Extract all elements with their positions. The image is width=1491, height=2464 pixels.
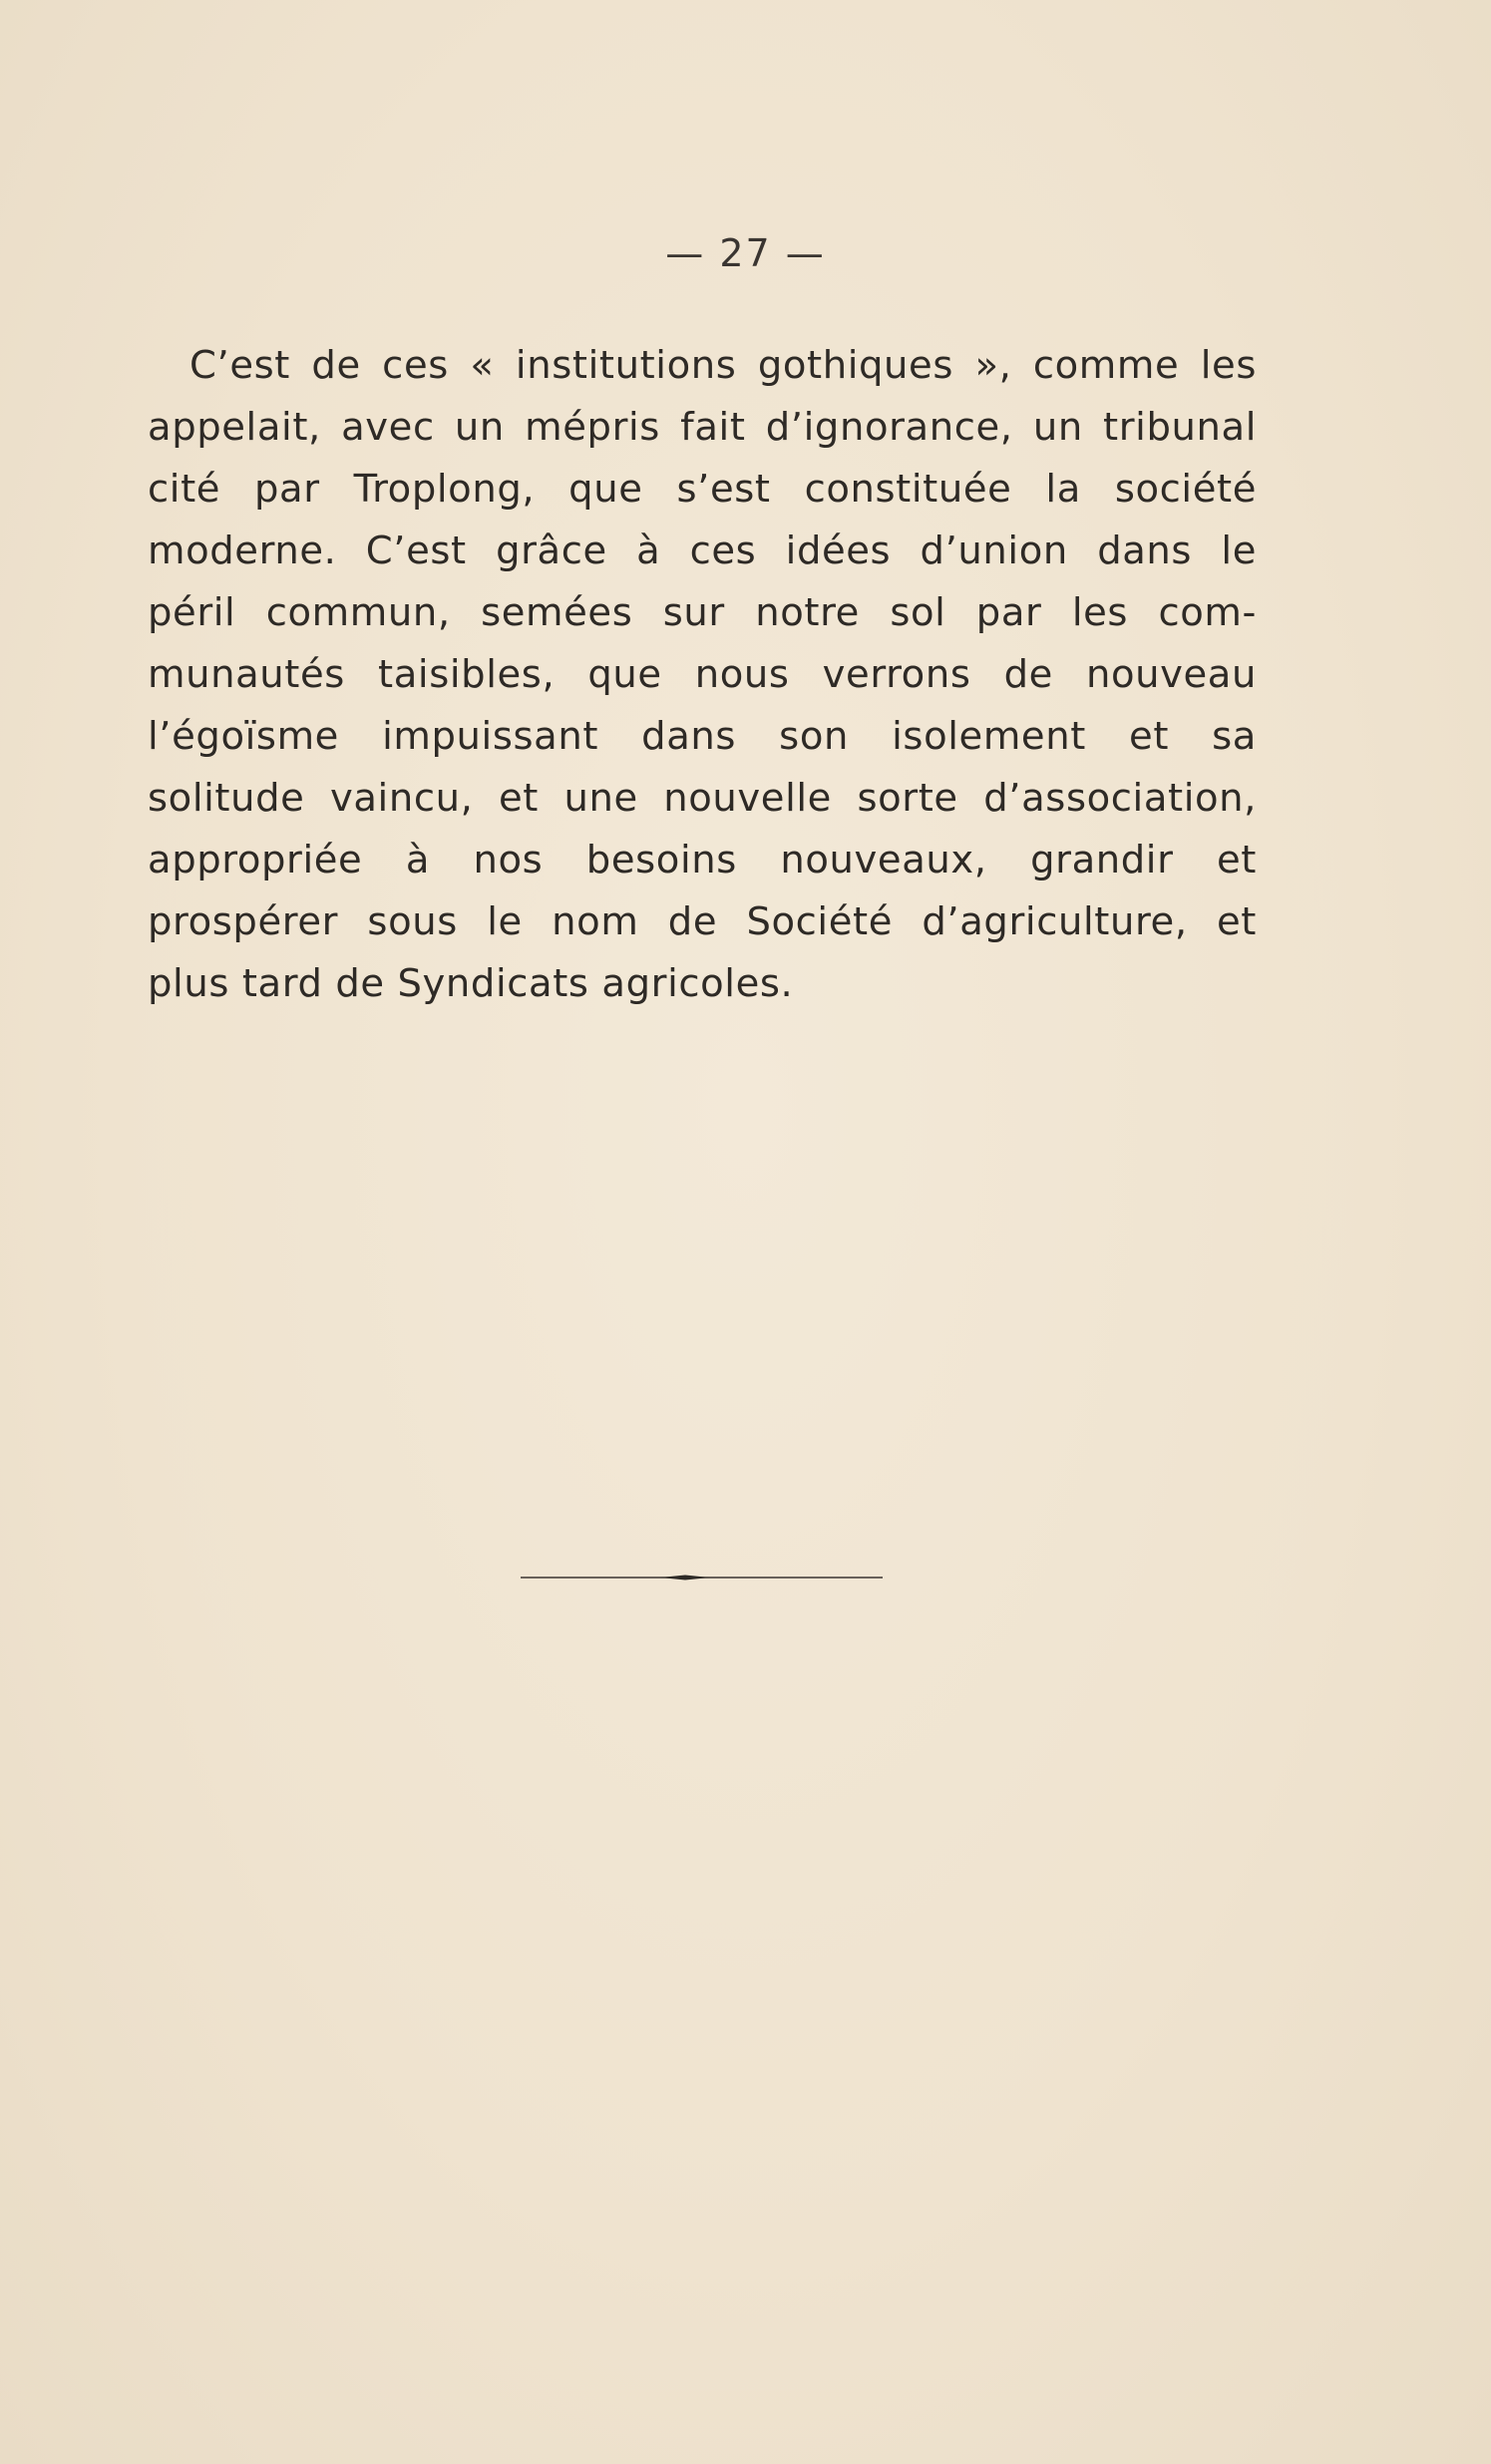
paragraph-line: plus tard de Syndicats agricoles. xyxy=(148,961,794,1006)
paragraph xyxy=(148,335,1257,1015)
paragraph-line: appelait, avec un mépris fait d’ignorance, un tribunal xyxy=(148,405,1257,450)
paragraph-line: munautés taisibles, que nous verrons de nouveau xyxy=(148,652,1257,697)
paragraph-line: péril commun, semées sur notre sol par les com- xyxy=(148,590,1257,635)
paragraph-line: prospérer sous le nom de Société d’agriculture, et xyxy=(148,899,1257,944)
page-number: — 27 — xyxy=(665,231,826,275)
paragraph-line: solitude vaincu, et une nouvelle sorte d’association, xyxy=(148,776,1257,821)
paragraph-line: l’égoïsme impuissant dans son isolement et sa xyxy=(148,714,1257,759)
end-ornament-divider xyxy=(521,1573,883,1583)
paragraph-line: cité par Troplong, que s’est constituée la société xyxy=(148,467,1257,512)
paragraph-line: appropriée à nos besoins nouveaux, grandir et xyxy=(148,838,1257,882)
paragraph-line: C’est de ces « institutions gothiques », comme les xyxy=(189,343,1257,388)
paragraph-line: moderne. C’est grâce à ces idées d’union dans le xyxy=(148,528,1257,573)
